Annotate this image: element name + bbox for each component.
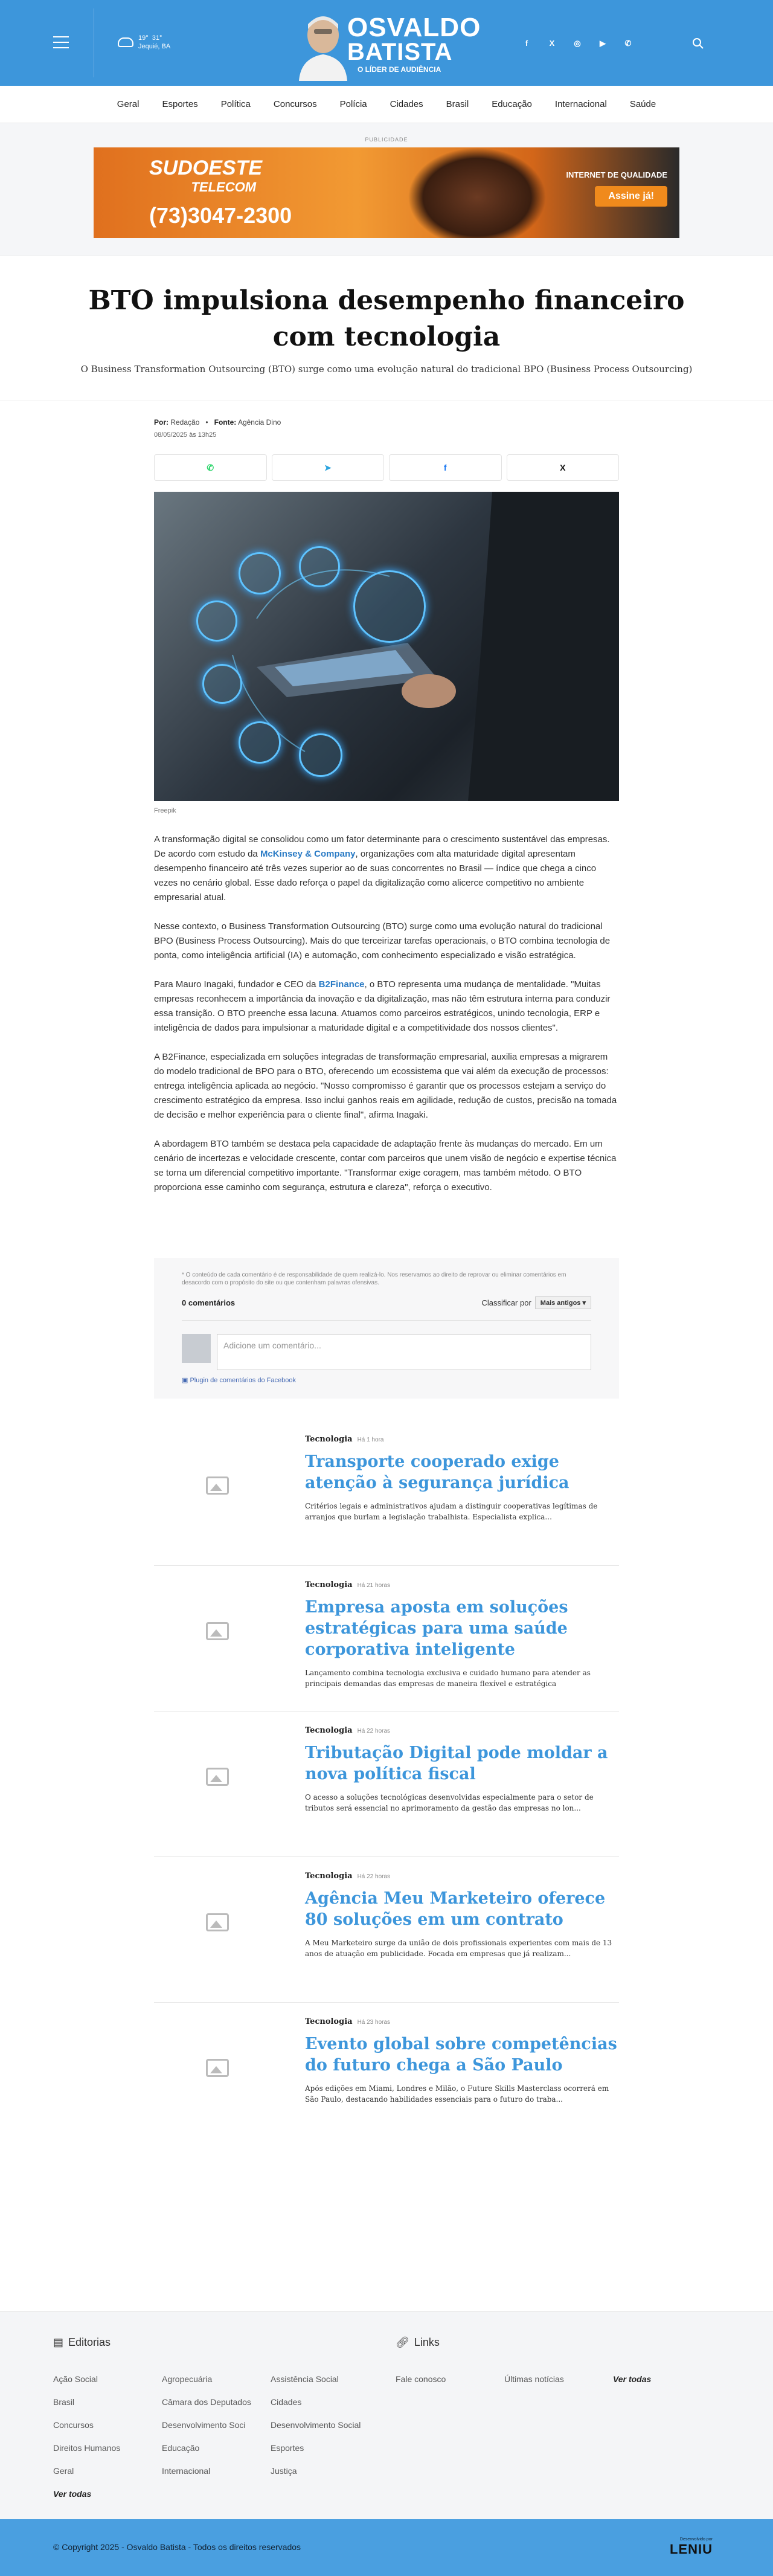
share-bar <box>154 454 619 481</box>
youtube-icon[interactable]: ▶ <box>600 39 606 48</box>
article-header <box>0 256 773 401</box>
links-title: Links <box>414 2336 440 2348</box>
footer-link[interactable]: Educação <box>162 2443 200 2453</box>
user-icon <box>299 546 340 587</box>
thumbnail[interactable] <box>154 1577 281 1686</box>
dev-logo: LENIU <box>670 2542 713 2557</box>
footer-link[interactable]: Desenvolvimento Social <box>271 2420 361 2430</box>
nav-item[interactable]: Saúde <box>629 99 656 109</box>
facebook-share-button[interactable]: f <box>389 454 502 481</box>
footer-links-col-2 <box>504 2368 564 2391</box>
footer-link[interactable]: Esportes <box>271 2443 304 2453</box>
ad-tagline: INTERNET DE QUALIDADE <box>566 170 667 179</box>
copyright-text: © Copyright 2025 - Osvaldo Batista - Todos os direitos reservados <box>53 2542 301 2552</box>
category-label: Tecnologia <box>305 2017 353 2026</box>
facebook-plugin-link[interactable] <box>182 1376 591 1384</box>
telegram-share-button[interactable]: ➤ <box>272 454 385 481</box>
link-icon: 🔗︎ <box>396 2336 409 2348</box>
footer-links-col-1 <box>396 2368 446 2391</box>
chart-icon <box>239 721 281 764</box>
footer-link[interactable]: Internacional <box>162 2466 211 2476</box>
ad-label: PUBLICIDADE <box>365 137 408 143</box>
category-label: Tecnologia <box>305 1872 353 1881</box>
category-label: Tecnologia <box>305 1580 353 1589</box>
image-placeholder-icon <box>206 1622 229 1640</box>
article-paragraph <box>154 977 619 1035</box>
footer-col-1 <box>53 2368 120 2505</box>
article-paragraph: Nesse contexto, o Business Transformation Outsourcing (BTO) surge como uma evolução natural do tradicional BPO (Business Process Outsourcing). Mais do que terceirizar tarefas operacionais, o BTO combina tecnologia de ponta, como inteligência artificial (IA) e automação, com conhecimento especializado e visão estratégica. <box>154 921 611 961</box>
related-excerpt: Critérios legais e administrativos ajudam a distinguir cooperativas legítimas de arranjos que burlam a legislação trabalhista. Especialista explica... <box>305 1502 598 1521</box>
nav-item[interactable]: Polícia <box>339 99 367 109</box>
related-title[interactable]: Transporte cooperado exige atenção à segurança jurídica <box>305 1452 569 1492</box>
inline-link[interactable]: B2Finance <box>318 979 365 990</box>
temp-min: 19° <box>138 34 149 42</box>
logo-line2: BATISTA <box>347 39 453 65</box>
editorias-title: Editorias <box>68 2336 111 2348</box>
copyright-bar <box>0 2519 773 2576</box>
source: Agência Dino <box>237 418 281 427</box>
image-placeholder-icon <box>206 1913 229 1931</box>
photo-caption: Freepik <box>154 807 176 814</box>
thumbnail[interactable] <box>154 1722 281 1831</box>
building-icon <box>202 664 242 704</box>
inline-link[interactable]: McKinsey & Company <box>260 849 356 859</box>
thumbnail[interactable] <box>154 1868 281 1977</box>
footer-link[interactable]: Desenvolvimento Soci <box>162 2420 246 2430</box>
editorias-heading <box>53 2336 111 2349</box>
ad-photo <box>408 147 547 238</box>
related-item[interactable] <box>154 1857 619 2003</box>
x-icon[interactable]: X <box>549 39 555 48</box>
author: Redação <box>170 418 200 427</box>
logo-portrait <box>296 11 350 81</box>
cloud-icon <box>118 37 133 47</box>
ad-brand-sub: TELECOM <box>191 179 257 195</box>
whatsapp-icon[interactable]: ✆ <box>624 39 632 48</box>
footer-link[interactable]: Últimas notícias <box>504 2374 564 2384</box>
related-excerpt: O acesso a soluções tecnológicas desenvolvidas especialmente para o setor de tributos será essencial no aprimoramento da gestão das empresas no lon... <box>305 1793 594 1812</box>
related-category <box>305 1872 619 1881</box>
image-placeholder-icon <box>206 1476 229 1495</box>
document-icon <box>196 601 237 642</box>
temp-max: 31° <box>152 34 162 42</box>
site-footer <box>0 2311 773 2519</box>
factory-icon <box>299 733 342 777</box>
plugin-label: Plugin de comentários do Facebook <box>190 1377 296 1384</box>
text-span: , o BTO representa uma mudança de mentalidade. "Muitas empresas reconhecem a importância da inovação e da digitalização, mas não têm estrutura interna para conduzir essa transição. O BTO preenche essa lacuna. Atuamos como parceiros estratégicos, unindo tecnologia, ERP e inteligência de dados para impulsionar a maturidade digital e a competitividade dos nossos clientes". <box>154 979 611 1033</box>
comments-disclaimer: * O conteúdo de cada comentário é de responsabilidade de quem realizá-lo. Nos reservamos ao direito de reprovar ou eliminar comentários em desacordo com o propósito do site ou que contenham palavras ofensivas. <box>182 1272 566 1286</box>
x-share-button[interactable]: X <box>507 454 620 481</box>
related-item[interactable] <box>154 1566 619 1711</box>
related-time: Há 21 horas <box>357 1582 391 1589</box>
thumbnail[interactable] <box>154 1431 281 1540</box>
author-label: Por: <box>154 418 168 427</box>
related-title[interactable]: Empresa aposta em soluções estratégicas para uma saúde corporativa inteligente <box>305 1598 568 1659</box>
related-item[interactable] <box>154 1711 619 1857</box>
category-label: Tecnologia <box>305 1726 353 1735</box>
article-photo <box>154 492 619 801</box>
footer-link[interactable]: Agropecuária <box>162 2374 213 2384</box>
image-placeholder-icon <box>206 1768 229 1786</box>
related-time: Há 1 hora <box>357 1437 384 1443</box>
footer-link[interactable]: Fale conosco <box>396 2374 446 2384</box>
footer-link[interactable]: Direitos Humanos <box>53 2443 121 2453</box>
photo-illustration <box>154 492 619 801</box>
weather-city: Jequié, BA <box>138 43 171 50</box>
ad-cta-button[interactable]: Assine já! <box>595 186 667 207</box>
ver-todas-links[interactable]: Ver todas <box>613 2374 652 2384</box>
nav-item[interactable]: Brasil <box>446 99 469 109</box>
footer-link[interactable]: Concursos <box>53 2420 94 2430</box>
nav-item[interactable]: Concursos <box>273 99 317 109</box>
menu-icon[interactable] <box>53 36 69 48</box>
ad-phone: (73)3047-2300 <box>149 203 292 228</box>
site-header <box>0 0 773 86</box>
comments-sort <box>481 1296 591 1309</box>
article-date: 08/05/2025 às 13h25 <box>154 431 217 439</box>
whatsapp-share-button[interactable]: ✆ <box>154 454 267 481</box>
article-paragraph: A abordagem BTO também se destaca pela capacidade de adaptação frente às mudanças do mercado. Em um cenário de incertezas e velocidade crescente, contar com parceiros que unem visão de negócio e expertise técnica se torna um diferencial competitivo importante. "Transformar exige coragem, mas também método. O BTO proporciona esse caminho com segurança, estrutura e clareza", reforça o executivo. <box>154 1139 617 1193</box>
footer-link[interactable]: Câmara dos Deputados <box>162 2397 251 2407</box>
links-heading <box>396 2336 440 2349</box>
related-category <box>305 1435 619 1444</box>
logo-slogan: O LÍDER DE AUDIÊNCIA <box>358 65 441 74</box>
avatar <box>182 1334 211 1363</box>
ad-brand-name: SUDOESTE <box>149 156 263 179</box>
related-list <box>154 1420 619 2148</box>
nav-item[interactable]: Esportes <box>162 99 198 109</box>
thumbnail[interactable] <box>154 2014 281 2122</box>
related-title[interactable]: Agência Meu Marketeiro oferece 80 soluções em um contrato <box>305 1889 606 1929</box>
footer-col-2 <box>162 2368 251 2482</box>
footer-link[interactable]: Brasil <box>53 2397 75 2407</box>
nav-item[interactable]: Política <box>220 99 251 109</box>
related-time: Há 23 horas <box>357 2019 391 2026</box>
cloud-icon <box>239 552 281 594</box>
footer-link[interactable]: Cidades <box>271 2397 302 2407</box>
facebook-icon[interactable]: f <box>525 39 528 48</box>
image-placeholder-icon <box>206 2059 229 2077</box>
gear-icon <box>353 570 426 643</box>
footer-link[interactable]: Assistência Social <box>271 2374 339 2384</box>
related-time: Há 22 horas <box>357 1873 391 1880</box>
ad-brand <box>149 158 262 197</box>
search-icon[interactable] <box>692 37 704 50</box>
article-subtitle: O Business Transformation Outsourcing (BTO) surge como uma evolução natural do tradicional BPO (Business Process Outsourcing) <box>80 364 693 375</box>
dev-label: Desenvolvido por <box>679 2537 713 2542</box>
related-item[interactable] <box>154 1420 619 1566</box>
ad-banner[interactable] <box>94 147 679 238</box>
article-meta: Por: Redação • Fonte: Agência Dino 08/05/2025 às 13h25 <box>154 418 619 439</box>
article-body <box>154 832 619 1195</box>
related-item[interactable] <box>154 2003 619 2148</box>
footer-link[interactable]: Geral <box>53 2466 74 2476</box>
related-excerpt: Após edições em Miami, Londres e Milão, o Future Skills Masterclass ocorrerá em São Paulo, destacando habilidades essenciais para o futuro do traba... <box>305 2084 609 2104</box>
logo-line1: OSVALDO <box>347 13 481 42</box>
footer-link[interactable]: Ação Social <box>53 2374 98 2384</box>
related-category <box>305 2017 619 2026</box>
weather-widget <box>118 34 170 51</box>
footer-link[interactable]: Justiça <box>271 2466 297 2476</box>
category-label: Tecnologia <box>305 1435 353 1444</box>
source-label: Fonte: <box>214 418 237 427</box>
nav-item[interactable]: Cidades <box>390 99 423 109</box>
ver-todas-link[interactable]: Ver todas <box>53 2489 92 2499</box>
footer-col-3 <box>271 2368 361 2482</box>
text-span: , organizações com alta maturidade digital apresentam desempenho financeiro até três vezes superior ao de suas concorrentes no Brasil — índice que chega a cinco vezes no cenário global. Esse dado reforça o papel da digitalização como alicerce competitivo no ambiente empresarial atual. <box>154 849 597 903</box>
nav-item[interactable]: Geral <box>117 99 140 109</box>
footer-links-col-3 <box>613 2368 651 2391</box>
ad-zone <box>0 123 773 256</box>
instagram-icon[interactable]: ◎ <box>574 39 581 48</box>
related-time: Há 22 horas <box>357 1728 391 1734</box>
article-title: BTO impulsiona desempenho financeiro com tecnologia <box>88 285 685 352</box>
related-excerpt: A Meu Marketeiro surge da união de dois profissionais experientes com mais de 13 anos de atuação em publicidade. Focada em empresas que já realizam... <box>305 1939 612 1958</box>
related-excerpt: Lançamento combina tecnologia exclusiva e cuidado humano para atender as principais demandas das empresas de maneira flexível e estratégica <box>305 1669 591 1688</box>
sort-select[interactable]: Mais antigos ▾ <box>535 1296 591 1309</box>
site-logo[interactable] <box>296 5 481 81</box>
comments-section <box>154 1258 619 1399</box>
comments-count: 0 comentários <box>182 1298 236 1307</box>
social-links <box>521 37 634 50</box>
developer-credit[interactable] <box>670 2537 713 2557</box>
sort-label: Classificar por <box>481 1298 531 1307</box>
nav-item[interactable]: Internacional <box>554 99 607 109</box>
related-title[interactable]: Tributação Digital pode moldar a nova política fiscal <box>305 1744 608 1783</box>
facebook-icon: ▣ <box>182 1377 188 1384</box>
main-nav <box>0 86 773 123</box>
related-title[interactable]: Evento global sobre competências do futuro chega a São Paulo <box>305 2035 617 2075</box>
newspaper-icon: ▤ <box>53 2336 64 2348</box>
text-span: A transformação digital se consolidou como um fator determinante para o crescimento sustentável das empresas. De acordo com estudo da <box>154 834 610 859</box>
related-category <box>305 1580 619 1589</box>
article-paragraph <box>154 832 619 905</box>
related-category <box>305 1726 619 1735</box>
nav-item[interactable]: Educação <box>492 99 532 109</box>
article-paragraph: A B2Finance, especializada em soluções integradas de transformação empresarial, auxilia empresas a migrarem do modelo tradicional de BPO para o BTO, oferecendo um ecossistema que vai além da execução de processos: entrega inteligência aplicada ao negócio. "Nosso compromisso é garantir que os processos estejam a serviço do crescimento estratégico da empresa. Isso inclui ganhos reais em agilidade, redução de custos, precisão na tomada de decisão e melhor experiência para o cliente final", afirma Inagaki. <box>154 1052 617 1120</box>
comment-input[interactable]: Adicione um comentário... <box>217 1334 591 1370</box>
text-span: Para Mauro Inagaki, fundador e CEO da <box>154 979 319 990</box>
